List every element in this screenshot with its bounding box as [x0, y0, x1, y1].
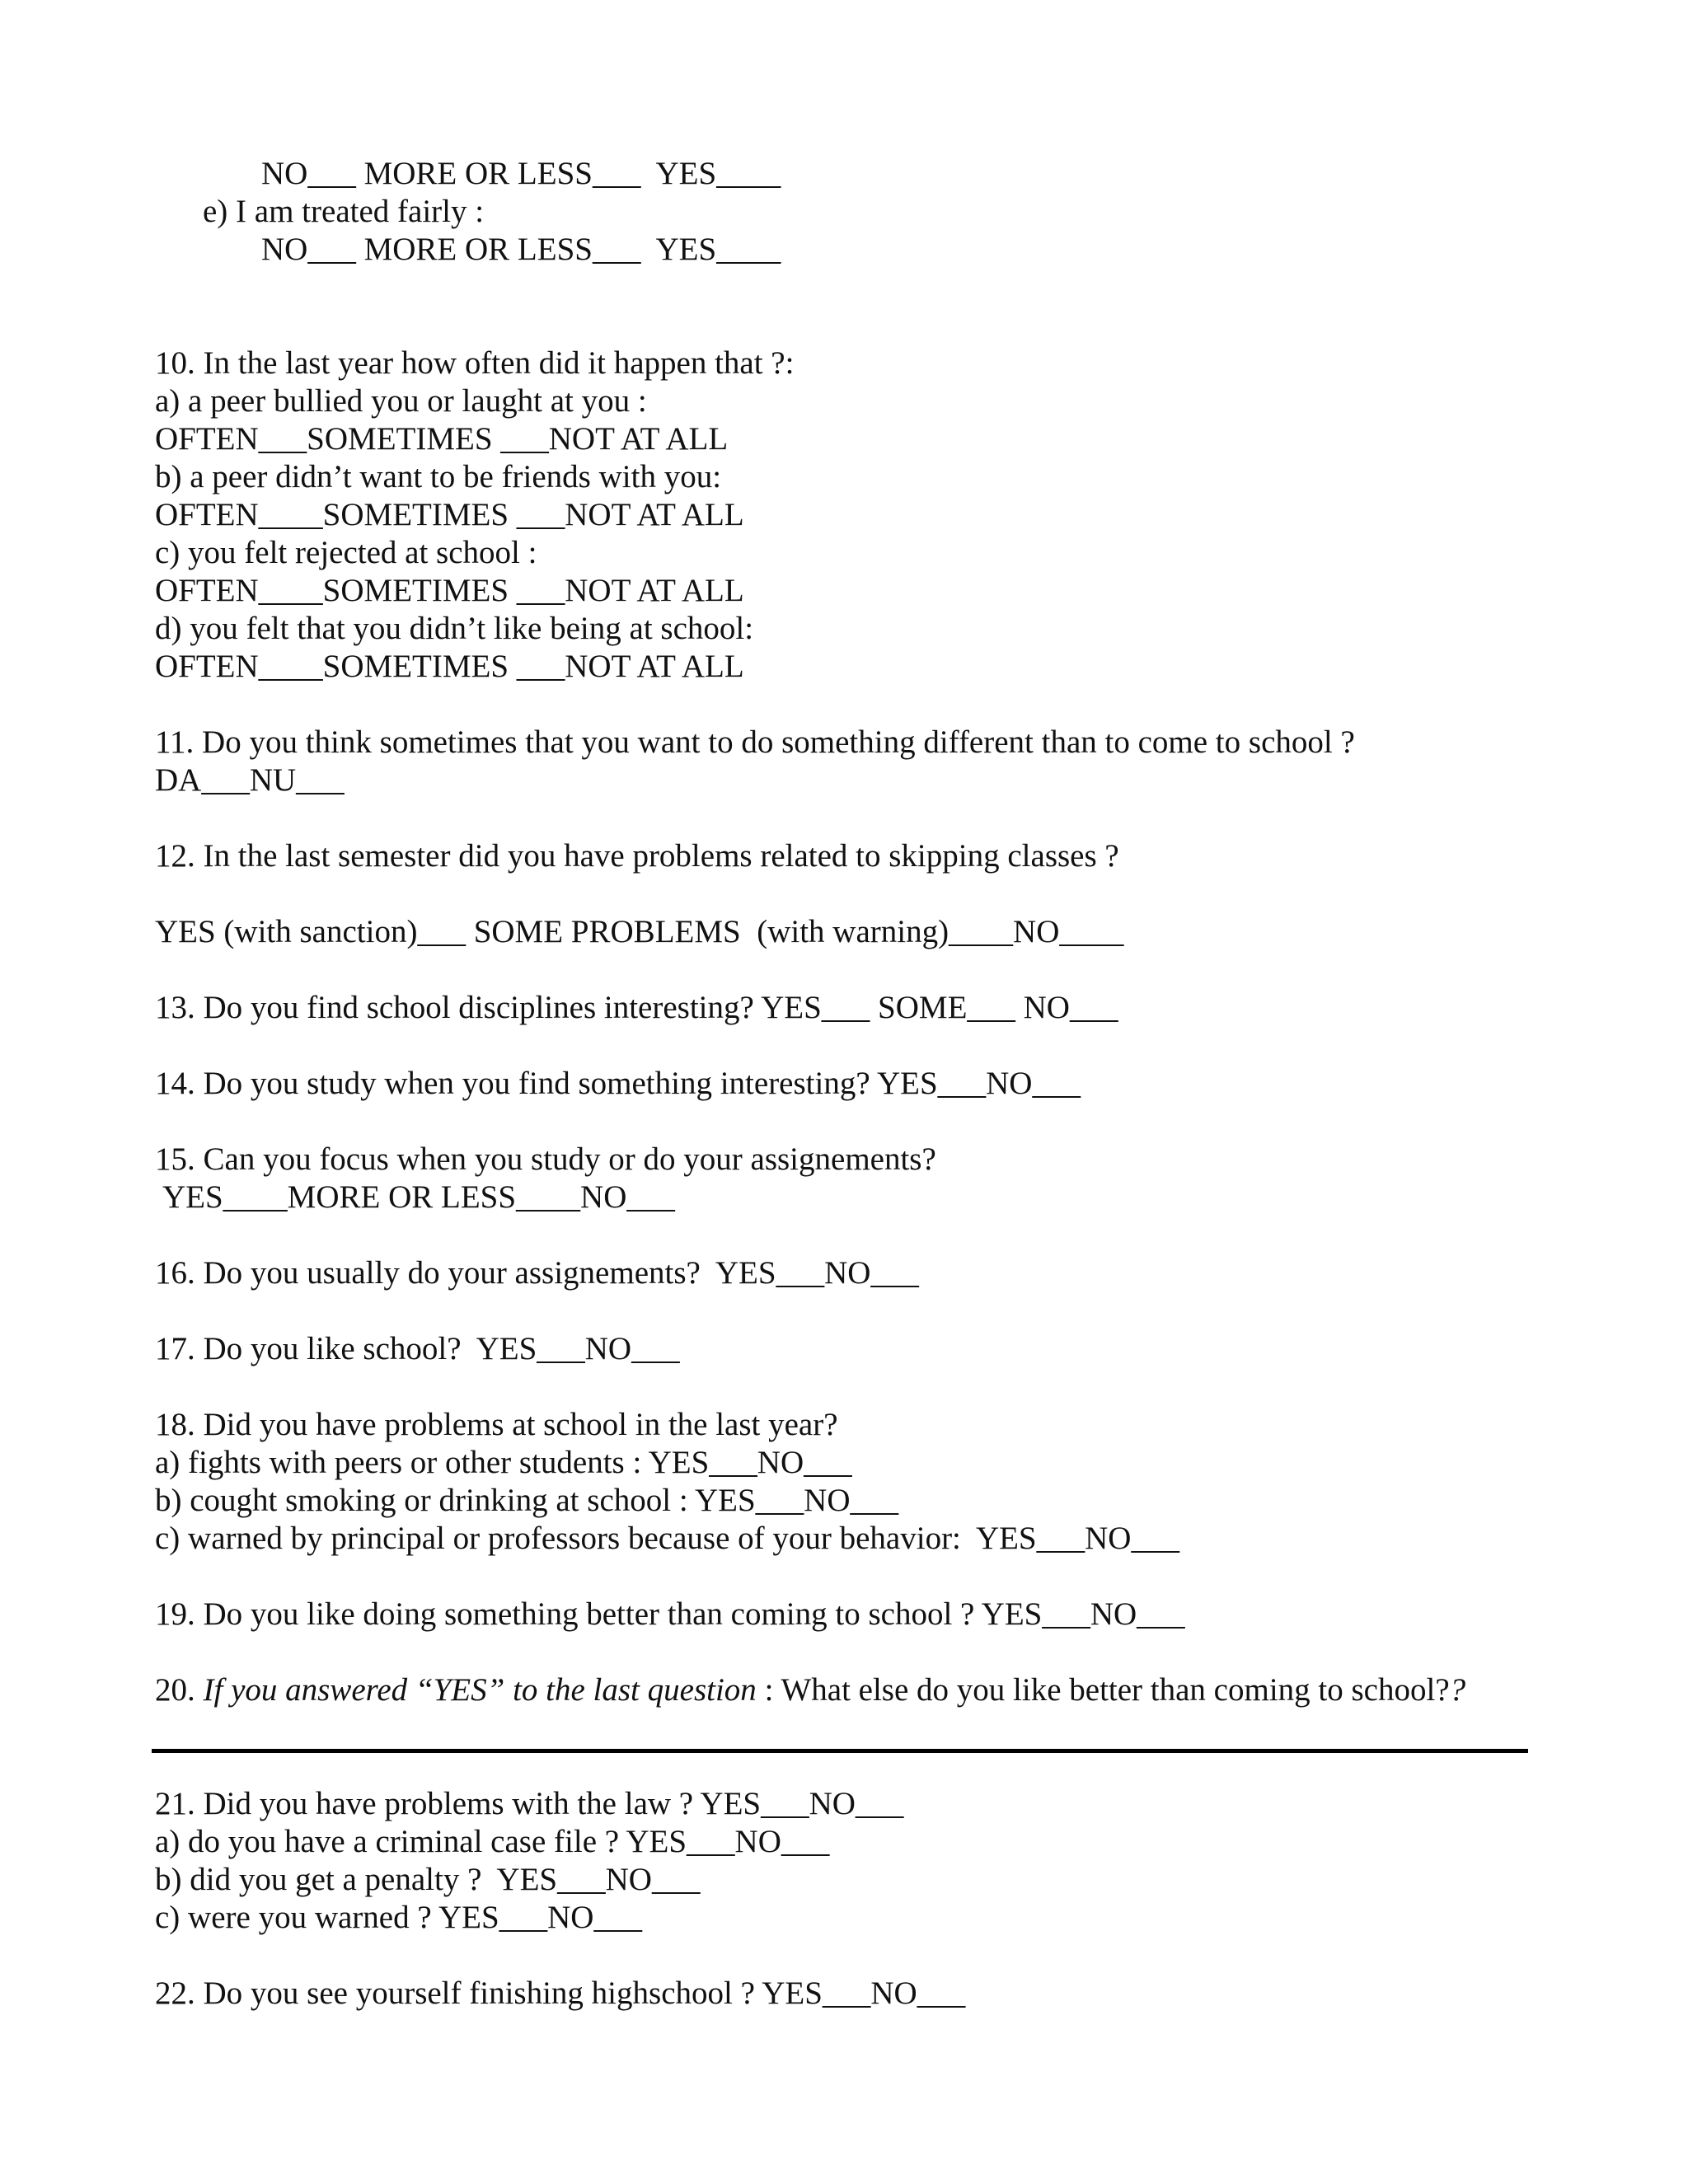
question-condition: If you answered “YES” to the last question	[203, 1672, 757, 1708]
question-21: 21. Did you have problems with the law ? YES___NO___	[155, 1786, 904, 1821]
answer-line	[152, 1749, 1528, 1753]
question-17: 17. Do you like school? YES___NO___	[155, 1331, 680, 1366]
answer-options: OFTEN____SOMETIMES ___NOT AT ALL	[155, 649, 744, 684]
sub-question: a) do you have a criminal case file ? YES___NO___	[155, 1824, 830, 1859]
answer-options: YES (with sanction)___ SOME PROBLEMS (with warning)____NO____	[155, 914, 1124, 949]
question-12: 12. In the last semester did you have problems related to skipping classes ?	[155, 838, 1119, 874]
answer-options: NO___ MORE OR LESS___ YES____	[261, 232, 781, 267]
sub-question: a) fights with peers or other students : YES___NO___	[155, 1445, 852, 1480]
sub-question: b) cought smoking or drinking at school : YES___NO___	[155, 1483, 898, 1518]
sub-question: c) were you warned ? YES___NO___	[155, 1900, 642, 1935]
question-11: 11. Do you think sometimes that you want to do something different than to come to school ?	[155, 724, 1355, 760]
question-text: : What else do you like better than coming to school?	[756, 1672, 1450, 1708]
question-14: 14. Do you study when you find something interesting? YES___NO___	[155, 1066, 1081, 1101]
answer-options: YES____MORE OR LESS____NO___	[162, 1179, 675, 1215]
question-16: 16. Do you usually do your assignements? YES___NO___	[155, 1255, 919, 1291]
question-18: 18. Did you have problems at school in the last year?	[155, 1407, 838, 1442]
sub-question: d) you felt that you didn’t like being at school:	[155, 611, 754, 646]
question-15: 15. Can you focus when you study or do your assignements?	[155, 1141, 936, 1177]
sub-question: c) warned by principal or professors because of your behavior: YES___NO___	[155, 1521, 1179, 1556]
answer-options: OFTEN___SOMETIMES ___NOT AT ALL	[155, 421, 729, 457]
answer-options: NO___ MORE OR LESS___ YES____	[261, 156, 781, 191]
sub-question: e) I am treated fairly :	[203, 194, 485, 229]
sub-question: a) a peer bullied you or laught at you :	[155, 383, 647, 419]
question-mark: ?	[1449, 1672, 1466, 1708]
question-10: 10. In the last year how often did it happen that ?:	[155, 345, 795, 381]
question-number: 20.	[155, 1672, 204, 1708]
question-13: 13. Do you find school disciplines interesting? YES___ SOME___ NO___	[155, 990, 1118, 1025]
sub-question: b) did you get a penalty ? YES___NO___	[155, 1862, 701, 1897]
question-20	[155, 1671, 1465, 1709]
sub-question: b) a peer didn’t want to be friends with you:	[155, 459, 722, 494]
answer-options: OFTEN____SOMETIMES ___NOT AT ALL	[155, 497, 744, 532]
answer-options: OFTEN____SOMETIMES ___NOT AT ALL	[155, 573, 744, 608]
sub-question: c) you felt rejected at school :	[155, 535, 537, 570]
answer-options: DA___NU___	[155, 762, 345, 798]
question-22: 22. Do you see yourself finishing highschool ? YES___NO___	[155, 1975, 966, 2011]
question-19: 19. Do you like doing something better than coming to school ? YES___NO___	[155, 1596, 1185, 1632]
